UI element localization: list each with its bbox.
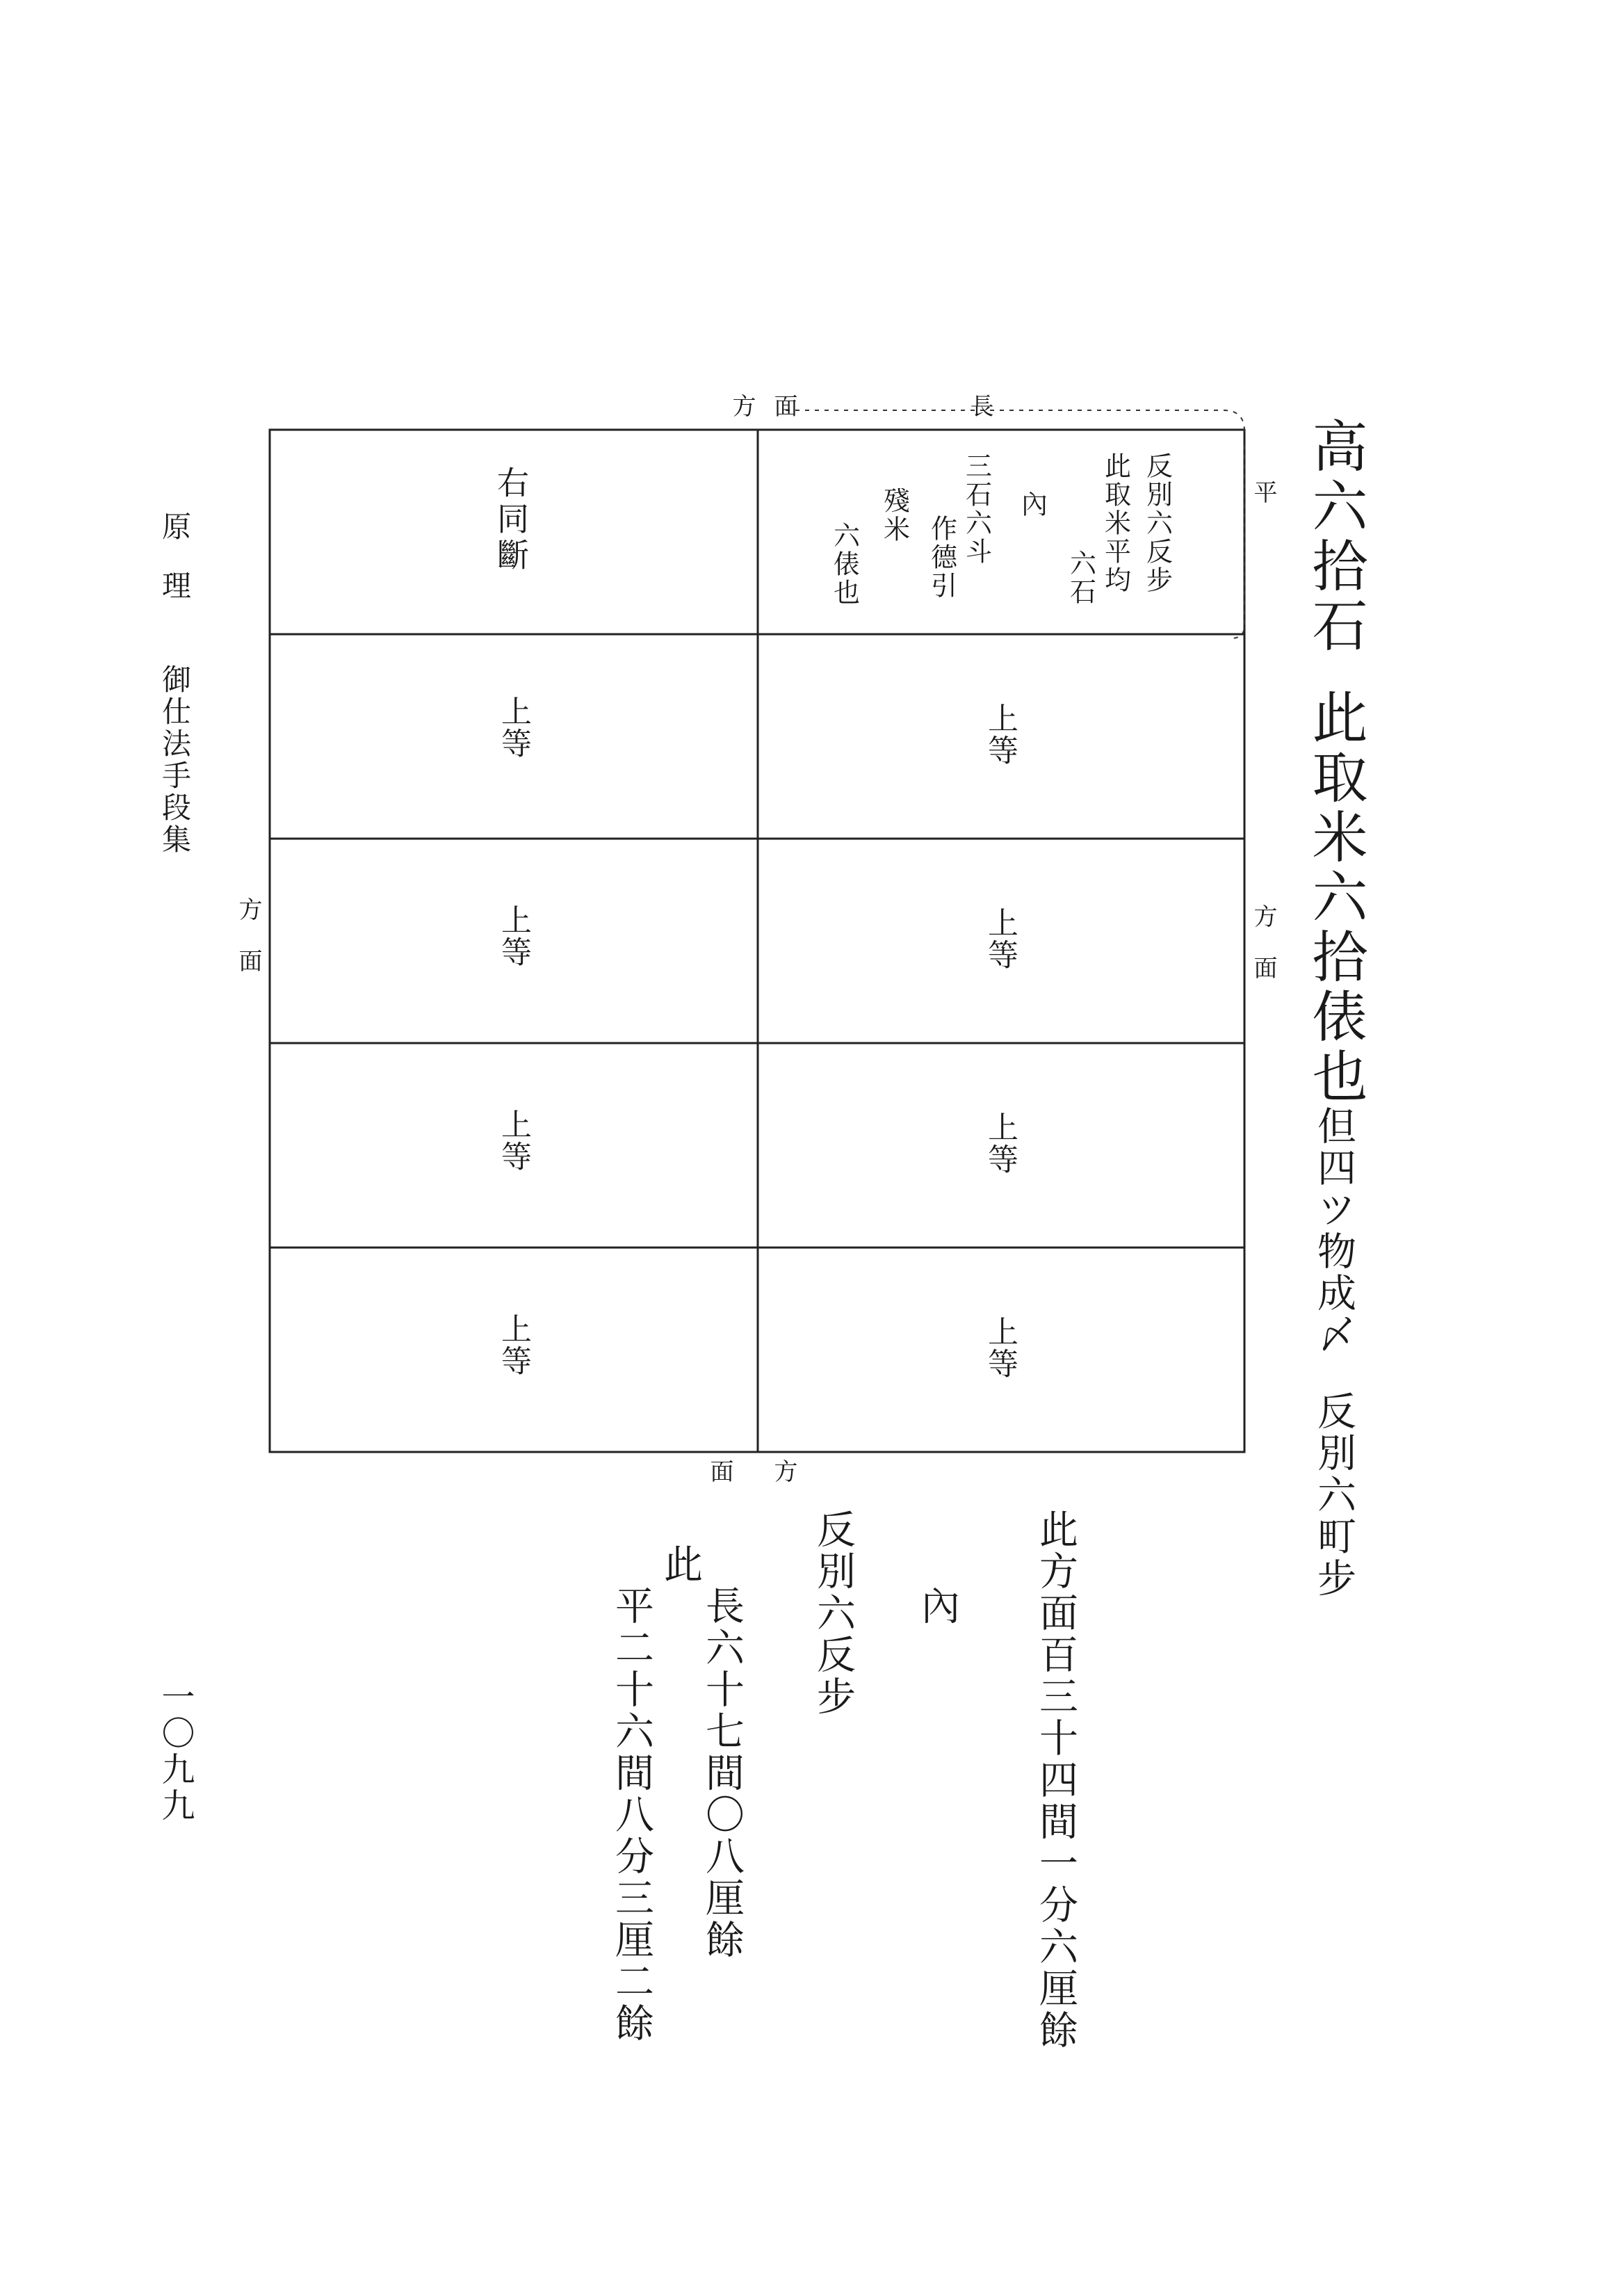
- title-rice: 此取米六拾俵也: [1303, 688, 1367, 1107]
- cell-deduction-label: 作德引: [926, 515, 957, 600]
- body-length: 長六十七間〇八厘餘: [699, 1585, 745, 1961]
- body-of-which: 內: [915, 1585, 960, 1627]
- cell-remaining: 殘米: [879, 487, 910, 544]
- cell-same-as-right: 右同斷: [492, 466, 530, 574]
- title-yield: 高六拾石: [1303, 417, 1367, 656]
- diagram-top-label-b: 面: [770, 394, 797, 417]
- diagram-right-side-label: 方面: [1249, 904, 1277, 1007]
- grade-cell: 上等: [496, 904, 531, 968]
- running-head-2: 理: [158, 570, 192, 599]
- grade-cell: 上等: [496, 1108, 531, 1172]
- grade-cell: 上等: [496, 695, 531, 759]
- cell-yield-value: 六石: [1065, 549, 1096, 606]
- page-number: 一〇九九: [156, 1679, 195, 1824]
- diagram-bottom-label-b: 面: [706, 1459, 733, 1483]
- diagram-top-label-c: 長: [966, 394, 993, 417]
- cell-remaining-value: 六俵也: [829, 522, 860, 607]
- body-this: 此: [658, 1544, 703, 1585]
- note-tax-rate: 但四ツ物成〆: [1311, 1106, 1356, 1356]
- running-head-3: 御仕法手段集: [158, 664, 192, 856]
- grade-cell: 上等: [982, 1111, 1018, 1175]
- cell-yield: 此取米平均: [1100, 452, 1131, 595]
- note-area: 反別六町步: [1311, 1391, 1356, 1599]
- diagram-bottom-label-a: 方: [770, 1459, 797, 1483]
- cell-of-which: 內: [1016, 490, 1048, 519]
- diagram-left-side-label: 方面: [234, 897, 262, 1000]
- diagram-side-label: 平: [1249, 480, 1277, 503]
- grade-cell: 上等: [496, 1313, 531, 1377]
- running-head-1: 原: [158, 511, 192, 540]
- body-width: 平二十六間八分三厘二餘: [609, 1585, 654, 2044]
- grade-cell: 上等: [982, 702, 1018, 766]
- grade-cell: 上等: [982, 907, 1018, 971]
- body-perimeter: 此方面百三十四間一分六厘餘: [1033, 1509, 1078, 2051]
- grade-cell: 上等: [982, 1316, 1018, 1380]
- body-area: 反別六反步: [811, 1509, 856, 1718]
- cell-area: 反別六反步: [1142, 452, 1173, 595]
- diagram-top-label-a: 方: [728, 394, 756, 417]
- cell-deduction: 三石六斗: [961, 452, 992, 566]
